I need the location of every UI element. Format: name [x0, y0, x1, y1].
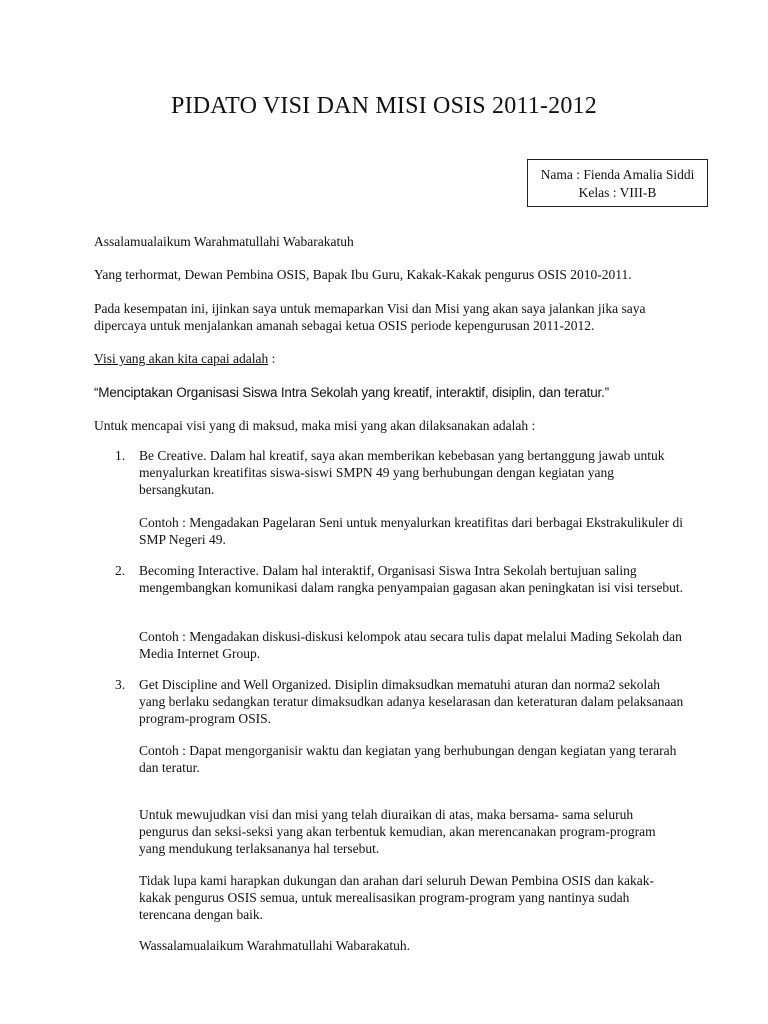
- mission-text: Get Discipline and Well Organized. Disiplin dimaksudkan mematuhi aturan dan norma2 sekolah yang berlaku sedangkan teratur dimaksudkan adanya keselarasan dan keteraturan dalam pelaksanaan program-program OSIS.: [139, 677, 684, 726]
- vision-statement: “Menciptakan Organisasi Siswa Intra Sekolah yang kreatif, interaktif, disiplin, dan teratur.”: [94, 385, 609, 400]
- class-line: Kelas : VIII-B: [578, 185, 657, 200]
- mission-example: Contoh : Dapat mengorganisir waktu dan kegiatan yang berhubungan dengan kegiatan yang terarah dan teratur.: [139, 743, 677, 775]
- salutation: Yang terhormat, Dewan Pembina OSIS, Bapak Ibu Guru, Kakak-Kakak pengurus OSIS 2010-2011.: [94, 267, 632, 282]
- page-title: PIDATO VISI DAN MISI OSIS 2011-2012: [171, 93, 597, 119]
- mission-number: 3.: [115, 677, 126, 692]
- vision-heading: [94, 350, 694, 367]
- name-line: Nama : Fienda Amalia Siddi: [540, 167, 695, 182]
- greeting: Assalamualaikum Warahmatullahi Wabarakatuh: [94, 234, 354, 249]
- mission-text: Becoming Interactive. Dalam hal interaktif, Organisasi Siswa Intra Sekolah bertujuan saling mengembangkan komunikasi dalam rangka penyampaian gagasan akan peningkatan isi visi tersebut.: [139, 563, 683, 595]
- mission-intro: Untuk mencapai visi yang di maksud, maka misi yang akan dilaksanakan adalah :: [94, 418, 536, 433]
- identity-box: [527, 159, 708, 207]
- mission-number: 2.: [115, 563, 126, 578]
- mission-example: Contoh : Mengadakan Pagelaran Seni untuk menyalurkan kreatifitas dari berbagai Ekstrakulikuler di SMP Negeri 49.: [139, 515, 683, 547]
- farewell: Wassalamualaikum Warahmatullahi Wabarakatuh.: [139, 938, 411, 953]
- mission-number: 1.: [115, 448, 126, 463]
- closing-paragraph-2: Tidak lupa kami harapkan dukungan dan arahan dari seluruh Dewan Pembina OSIS dan kakak-kakak pengurus OSIS semua, untuk merealisasikan program-program yang nantinya sudah terencana dengan baik.: [139, 873, 654, 922]
- vision-heading-text: Visi yang akan kita capai adalah: [94, 351, 269, 366]
- intro-paragraph: Pada kesempatan ini, ijinkan saya untuk memaparkan Visi dan Misi yang akan saya jalankan jika saya dipercaya untuk menjalankan amanah sebagai ketua OSIS periode kepengurusan 2011-2012.: [94, 301, 646, 333]
- mission-text: Be Creative. Dalam hal kreatif, saya akan memberikan kebebasan yang bertanggung jawab untuk menyalurkan kreatifitas siswa-siswi SMPN 49 yang berhubungan dengan kegiatan yang bersangkutan.: [139, 448, 665, 497]
- mission-example: Contoh : Mengadakan diskusi-diskusi kelompok atau secara tulis dapat melalui Mading Sekolah dan Media Internet Group.: [139, 629, 682, 661]
- closing-paragraph-1: Untuk mewujudkan visi dan misi yang telah diuraikan di atas, maka bersama- sama seluruh pengurus dan seksi-seksi yang akan terbentuk kemudian, akan merencanakan program-program yang mendukung terlaksananya hal tersebut.: [139, 807, 656, 856]
- vision-heading-colon: :: [268, 351, 276, 366]
